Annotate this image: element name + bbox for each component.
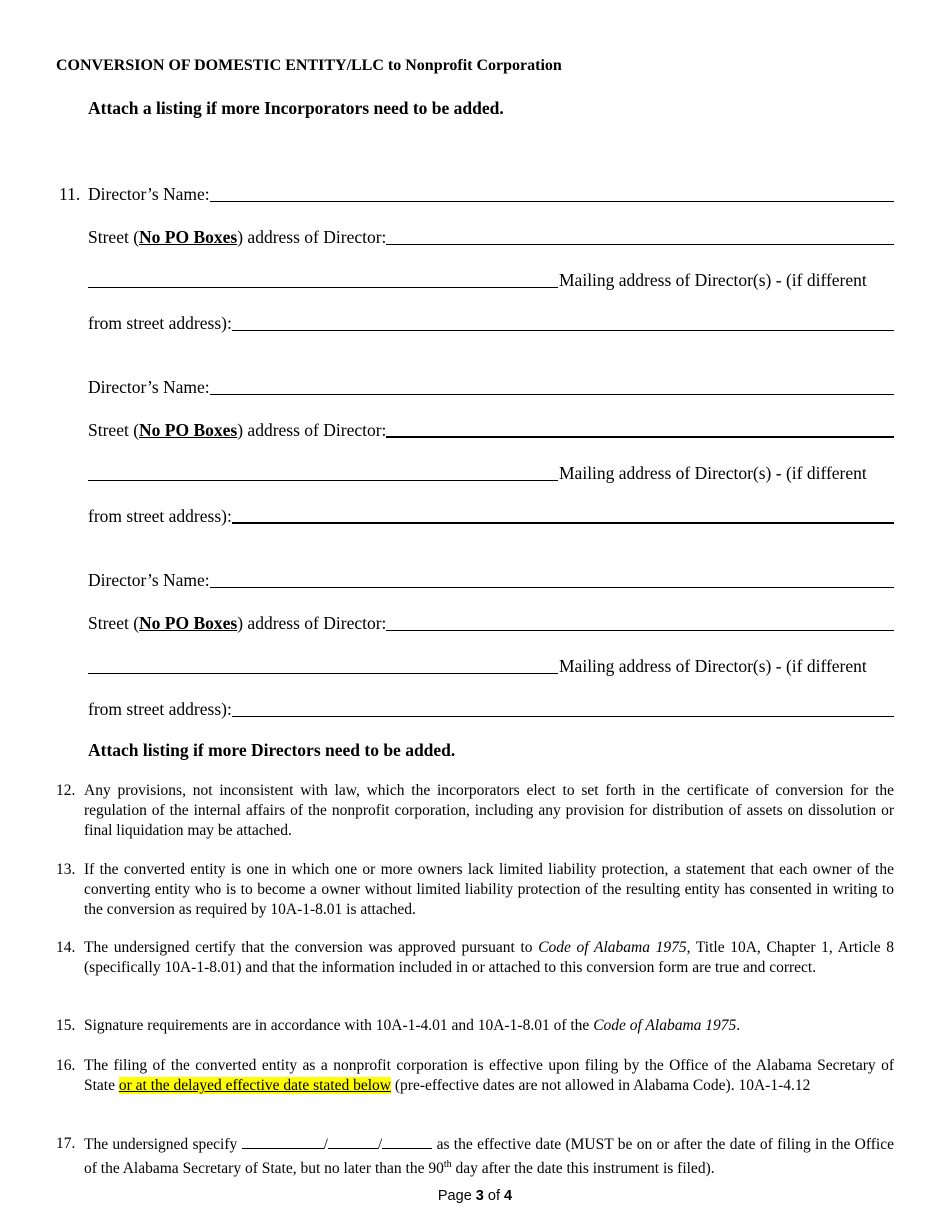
director-1-mailing-row <box>88 267 894 291</box>
director-2-street-row <box>88 417 894 441</box>
from-street-label: from street address): <box>88 699 232 719</box>
item-16 <box>56 1056 894 1096</box>
from-street-label: from street address): <box>88 313 232 333</box>
street-address-label: Street (No PO Boxes) address of Director: <box>88 613 387 633</box>
item-number: 17. <box>56 1135 76 1152</box>
mailing-address-label: Mailing address of Director(s) - (if different <box>559 656 867 676</box>
page-footer: Page 3 of 4 <box>437 1188 513 1204</box>
director-2-name-field[interactable] <box>210 393 894 395</box>
director-name-label: Director’s Name: <box>88 570 210 590</box>
item-13 <box>56 860 894 919</box>
director-name-label: Director’s Name: <box>88 377 210 397</box>
document-title: CONVERSION OF DOMESTIC ENTITY/LLC to Nonprofit Corporation <box>56 57 562 74</box>
total-pages: 4 <box>504 1188 513 1204</box>
item-text: Any provisions, not inconsistent with law, which the incorporators elect to set forth in the certificate of conversion for the regulation of the internal affairs of the nonprofit corporation, including any provision for distribution of assets on dissolution or final liquidation may be attached. <box>84 782 894 839</box>
director-2-from-row <box>88 503 894 527</box>
director-1-street-field-cont[interactable] <box>88 286 558 288</box>
item-text: If the converted entity is one in which one or more owners lack limited liability protection, a statement that each owner of the converting entity who is to become a owner without limited liability protection of the resulting entity has consented in writing to the conversion as required by 10A-1-8.01 is attached. <box>84 861 894 918</box>
item-number: 14. <box>56 939 76 956</box>
director-3-street-field[interactable] <box>386 629 894 631</box>
director-name-label: Director’s Name: <box>88 184 210 204</box>
from-street-label: from street address): <box>88 506 232 526</box>
current-page: 3 <box>475 1188 484 1204</box>
director-1-mailing-field[interactable] <box>232 329 894 331</box>
director-3-name-row <box>88 567 894 591</box>
code-citation: Code of Alabama 1975 <box>538 939 687 956</box>
director-1-street-row <box>88 224 894 248</box>
item-number: 12. <box>56 782 76 799</box>
director-1-street-field[interactable] <box>386 243 894 245</box>
mailing-address-label: Mailing address of Director(s) - (if different <box>559 463 867 483</box>
director-3-from-row <box>88 696 894 720</box>
item-text: The undersigned specify / / as the effective date (MUST be on or after the date of filing in the Office of the Alabama Secretary of State, but no later than the 90th day after the date this instrument is filed). <box>84 1136 894 1177</box>
item-number: 15. <box>56 1017 76 1034</box>
director-1-name-field[interactable] <box>210 200 894 202</box>
item-text: Signature requirements are in accordance with 10A-1-4.01 and 10A-1-8.01 of the Code of Alabama 1975. <box>84 1017 741 1034</box>
street-address-label: Street (No PO Boxes) address of Director: <box>88 227 387 247</box>
item-number-11: 11. <box>59 184 81 204</box>
director-1-name-row <box>88 181 894 205</box>
director-2-mailing-row <box>88 460 894 484</box>
item-number: 13. <box>56 861 76 878</box>
directors-note: Attach listing if more Directors need to be added. <box>88 740 456 760</box>
director-2-name-row <box>88 374 894 398</box>
item-text: The undersigned certify that the conversion was approved pursuant to Code of Alabama 1975, Title 10A, Chapter 1, Article 8 (specifically 10A-1-8.01) and that the information included in or attached to this conversion form are true and correct. <box>84 939 895 976</box>
effective-date-month-field[interactable] <box>242 1134 324 1149</box>
mailing-address-label: Mailing address of Director(s) - (if different <box>559 270 867 290</box>
director-3-name-field[interactable] <box>210 586 894 588</box>
effective-date-year-field[interactable] <box>382 1134 432 1149</box>
director-3-mailing-field[interactable] <box>232 715 894 717</box>
director-3-street-field-cont[interactable] <box>88 672 558 674</box>
item-15 <box>56 1016 894 1036</box>
item-text: The filing of the converted entity as a nonprofit corporation is effective upon filing by the Office of the Alabama Secretary of State or at the delayed effective date stated below (pre-effective dates are not allowed in Alabama Code). 10A-1-4.12 <box>84 1057 894 1094</box>
street-address-label: Street (No PO Boxes) address of Director: <box>88 420 387 440</box>
effective-date-day-field[interactable] <box>328 1134 378 1149</box>
director-2-street-field-cont[interactable] <box>88 479 558 481</box>
incorporators-note: Attach a listing if more Incorporators need to be added. <box>88 98 504 118</box>
director-1-from-row <box>88 310 894 334</box>
item-17 <box>56 1134 894 1179</box>
item-number: 16. <box>56 1057 76 1074</box>
director-2-street-field[interactable] <box>386 435 894 438</box>
item-12 <box>56 781 894 840</box>
highlighted-text: or at the delayed effective date stated below <box>118 1076 392 1094</box>
code-citation: Code of Alabama 1975 <box>593 1017 737 1034</box>
director-2-mailing-field[interactable] <box>232 521 894 524</box>
director-3-mailing-row <box>88 653 894 677</box>
item-14 <box>56 938 894 978</box>
director-3-street-row <box>88 610 894 634</box>
